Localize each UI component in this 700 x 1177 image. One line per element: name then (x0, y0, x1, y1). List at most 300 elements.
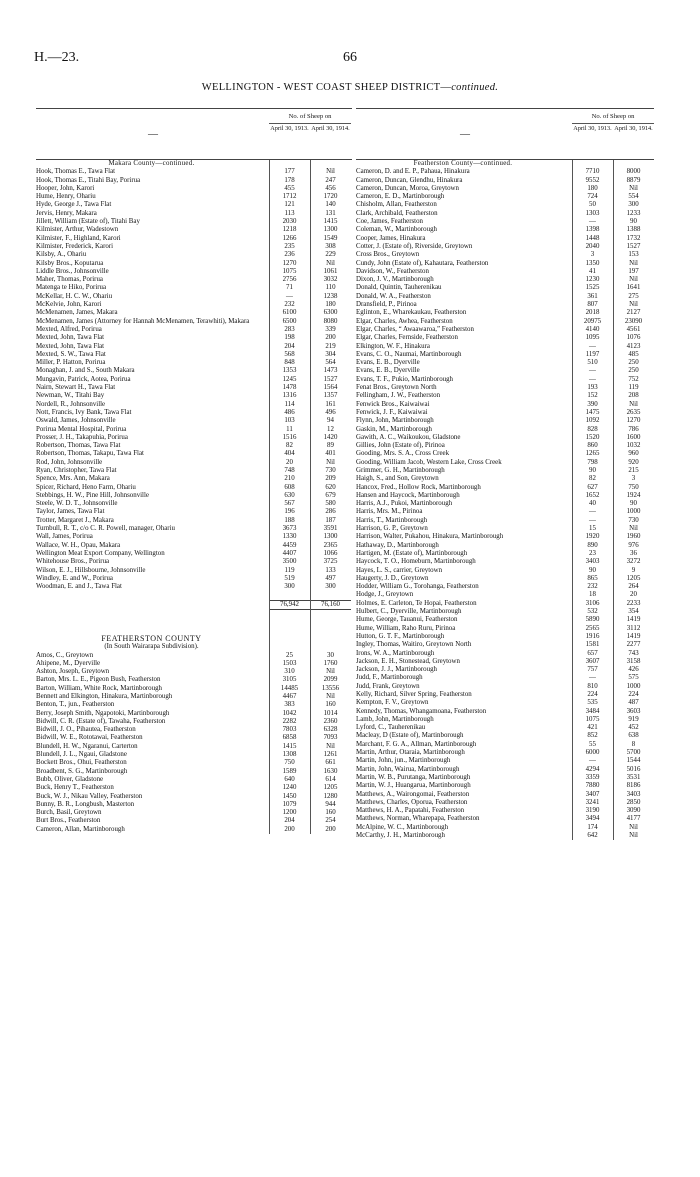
owner-name: Hooper, John, Karori (36, 184, 95, 192)
owner-name: Robertson, Thomas, Takapu, Tawa Flat (36, 450, 144, 458)
table-row (356, 525, 654, 533)
owner-name: Bunny, B. R., Longbush, Masterton (36, 800, 135, 808)
sheep-1913-cell: 852 (587, 732, 598, 740)
sheep-1914-cell: 208 (628, 392, 639, 400)
sheep-1914-cell: 3403 (626, 790, 641, 798)
owner-name: Hyde, George J., Tawa Flat (36, 201, 112, 209)
owner-name: Eglinton, E., Wharekaukau, Featherston (356, 309, 467, 317)
sheep-1913-cell: 1200 (282, 809, 297, 817)
table-row (356, 591, 654, 599)
table-row (36, 768, 352, 776)
sheep-1913-cell: 865 (587, 574, 598, 582)
sheep-1913-cell: 6858 (282, 734, 297, 742)
sheep-1914-cell: 1549 (323, 234, 338, 242)
sheep-1914-cell: Nil (629, 832, 638, 840)
owner-name: Judd, F., Martinborough (356, 674, 423, 682)
sheep-1914-cell: 119 (628, 384, 639, 392)
sheep-1914-cell: 3 (631, 475, 636, 483)
owner-name: Hume, Henry, Ohariu (36, 193, 96, 201)
spacer (36, 591, 352, 599)
owner-name: Hathaway, D., Martinborough (356, 541, 439, 549)
sheep-1913-cell: 15 (589, 525, 596, 533)
owner-name: Burch, Basil, Greytown (36, 809, 102, 817)
sheep-1913-cell: 121 (284, 201, 295, 209)
sheep-1913-cell: 3190 (585, 807, 600, 815)
sheep-1913-cell: 3105 (282, 676, 297, 684)
owner-name: Nordell, R., Johnsonville (36, 400, 106, 408)
table-row (356, 401, 654, 409)
sheep-1913-cell: 14485 (280, 684, 299, 692)
owner-name: Cooper, James, Hinakura (356, 234, 426, 242)
sheep-1914-cell: 1564 (323, 384, 338, 392)
table-row (36, 710, 352, 718)
table-row (36, 660, 352, 668)
sheep-1913-cell: 41 (589, 267, 596, 275)
sheep-1914-cell: 161 (325, 400, 336, 408)
table-row (36, 301, 352, 309)
owner-name: Harrison, Walter, Pukahou, Hinakura, Martinborough (356, 533, 504, 541)
sheep-1914-cell: 3272 (626, 558, 641, 566)
sheep-1914-cell: 496 (325, 408, 336, 416)
sheep-1913-cell: 1503 (282, 659, 297, 667)
sheep-1913-cell: 6000 (585, 749, 600, 757)
sheep-1913-cell: 82 (286, 442, 293, 450)
section-heading (36, 160, 352, 168)
owner-name: Prosser, J. H., Takapuhia, Porirua (36, 433, 128, 441)
owner-name: Evans, E. B., Dyerville (356, 367, 420, 375)
sheep-1913-cell: 50 (589, 201, 596, 209)
owner-name: Buck, W. J., Nikau Valley, Featherston (36, 792, 143, 800)
section-heading (36, 643, 352, 651)
sheep-1914-cell: 1630 (323, 767, 338, 775)
sheep-1914-cell: 1300 (323, 226, 338, 234)
sheep-1914-cell: 200 (325, 825, 336, 833)
sheep-1913-cell: 174 (587, 823, 598, 831)
table-row (36, 801, 352, 809)
sheep-1914-cell: 1061 (323, 267, 338, 275)
owner-name: Gooding, William Jacob, Western Lake, Cross Creek (356, 458, 502, 466)
sheep-1913-cell: 807 (587, 301, 598, 309)
owner-name: McCarthy, J. H., Martinborough (356, 832, 445, 840)
sheep-1914-cell: 8000 (626, 168, 641, 176)
table-row (36, 226, 352, 234)
sheep-1914-cell: 1066 (323, 549, 338, 557)
owner-name: Robertson, Thomas, Tawa Flat (36, 442, 121, 450)
sheep-1913-cell: 1218 (282, 226, 297, 234)
sheep-1913-cell: 421 (587, 724, 598, 732)
table-row (36, 434, 352, 442)
owner-name: Wall, James, Porirua (36, 533, 93, 541)
table-row (36, 492, 352, 500)
table-row (36, 343, 352, 351)
sheep-1914-cell: 8186 (626, 782, 641, 790)
sheep-1913-cell: 178 (284, 176, 295, 184)
owner-name: Spicer, Richard, Heno Farm, Ohariu (36, 483, 136, 491)
sheep-1914-cell: 36 (630, 549, 637, 557)
sheep-1914-cell: 730 (325, 466, 336, 474)
owner-name: Martin, John, Wairua, Martinborough (356, 765, 460, 773)
owner-name: Harrison, G. P., Greytown (356, 525, 428, 533)
table-row (36, 392, 352, 400)
sheep-1914-cell: 554 (628, 193, 639, 201)
sheep-1913-cell: 4407 (282, 549, 297, 557)
sheep-1913-cell: 1353 (282, 367, 297, 375)
table-row (356, 533, 654, 541)
sheep-1913-cell: — (589, 508, 596, 516)
owner-name: Featherston County—continued. (413, 160, 513, 167)
sheep-1914-cell: 8879 (626, 176, 641, 184)
sheep-1914-cell: 1527 (626, 242, 641, 250)
table-row (36, 583, 352, 591)
owner-name: Irons, W. A., Martinborough (356, 649, 435, 657)
sheep-1914-cell: 1205 (626, 574, 641, 582)
sheep-1913-cell: 455 (284, 184, 295, 192)
sheep-1914-cell: 1000 (626, 682, 641, 690)
page-number: 66 (343, 50, 357, 65)
table-row (36, 409, 352, 417)
owner-name: Rod, John, Johnsonville (36, 458, 103, 466)
owner-name: Liddle Bros., Johnsonville (36, 267, 109, 275)
sheep-1913-cell: 1450 (282, 792, 297, 800)
table-row (36, 251, 352, 259)
owner-name: Oswald, James, Johnsonville (36, 417, 116, 425)
table-row (36, 459, 352, 467)
sheep-1914-cell: 110 (325, 284, 336, 292)
owner-name: Judd, Frank, Greytown (356, 682, 420, 690)
sheep-1913-cell: — (589, 516, 596, 524)
table-row (356, 343, 654, 351)
left-table-header (36, 108, 352, 160)
owner-name: Lyford, C., Tauherenikau (356, 724, 426, 732)
owner-name: Buck, Henry T., Featherston (36, 784, 114, 792)
owner-name: Fenwick, J. F., Kaiwaiwai (356, 408, 428, 416)
owner-name: Elgar, Charles, Fernside, Featherston (356, 334, 458, 342)
sheep-1914-cell: 200 (325, 334, 336, 342)
sheep-1913-cell: 235 (284, 242, 295, 250)
sheep-1913-cell: 1520 (585, 433, 600, 441)
sheep-1914-cell: 1960 (626, 533, 641, 541)
owner-name: Steele, W. D. T., Johnsonville (36, 500, 118, 508)
table-row (356, 467, 654, 475)
owner-name: Evans, E. B., Dyerville (356, 359, 420, 367)
table-row (356, 168, 654, 176)
sheep-1913-cell: 1589 (282, 767, 297, 775)
sheep-1914-cell: 23090 (624, 317, 643, 325)
sheep-1914-cell: 2365 (323, 541, 338, 549)
table-row (36, 475, 352, 483)
table-row (36, 185, 352, 193)
table-row (36, 450, 352, 458)
sheep-1913-cell: — (589, 367, 596, 375)
sheep-1914-cell: 4123 (626, 342, 641, 350)
owner-name: Newman, W., Titahi Bay (36, 392, 105, 400)
table-row (356, 284, 654, 292)
table-row (36, 575, 352, 583)
owner-name: Mexted, Alfred, Porirua (36, 325, 102, 333)
owner-name: Wilson, E. J., Hillsbourne, Johnsonville (36, 566, 146, 574)
sheep-1914-cell: 485 (628, 350, 639, 358)
owner-name: Blundell, J. L., Ngaui, Gladstone (36, 751, 127, 759)
owner-name: Taylor, James, Tawa Flat (36, 508, 105, 516)
table-row (356, 484, 654, 492)
sheep-1914-cell: 219 (325, 342, 336, 350)
table-row (36, 426, 352, 434)
table-row (36, 550, 352, 558)
table-row (36, 517, 352, 525)
table-row (36, 193, 352, 201)
owner-name: Cameron, D. and E. P., Pahaua, Hinakura (356, 168, 470, 176)
owner-name: Coe, James, Featherston (356, 218, 423, 226)
sheep-1914-cell: 1924 (626, 491, 641, 499)
sheep-1914-cell: 1388 (626, 226, 641, 234)
table-row (356, 376, 654, 384)
sheep-1913-cell: 1095 (585, 334, 600, 342)
owner-name: Chisholm, Allan, Featherston (356, 201, 437, 209)
sheep-1913-cell: 2018 (585, 309, 600, 317)
table-row (356, 218, 654, 226)
table-row (36, 401, 352, 409)
table-row (356, 716, 654, 724)
sheep-1914-cell: Nil (629, 525, 638, 533)
owner-name: Bennett and Elkington, Hinakura, Martinborough (36, 693, 173, 700)
owner-name: Matthews, A., Wairongomai, Featherston (356, 790, 470, 798)
owner-name: (In South Wairarapa Subdivision). (104, 643, 199, 651)
sheep-1913-cell: 1581 (585, 641, 600, 649)
owner-name: Haigh, S., and Son, Greytown (356, 475, 439, 483)
sheep-1914-cell: 30 (327, 651, 334, 659)
sheep-1913-cell: 608 (284, 483, 295, 491)
table-row (356, 807, 654, 815)
sheep-1914-cell: 1419 (626, 616, 641, 624)
sheep-1913-cell: 1230 (585, 276, 600, 284)
owner-name: FEATHERSTON COUNTY (101, 633, 202, 643)
sheep-1913-cell: 383 (284, 701, 295, 709)
sheep-1914-cell: 1233 (626, 209, 641, 217)
sheep-1914-cell: 9 (631, 566, 636, 574)
owner-name: Trotter, Margaret J., Makara (36, 516, 114, 524)
table-row (36, 701, 352, 709)
sheep-1913-cell: 3403 (585, 558, 600, 566)
table-row (356, 334, 654, 342)
sheep-1914-cell: 187 (325, 516, 336, 524)
sheep-1913-cell: 890 (587, 541, 598, 549)
sheep-1914-cell: 1261 (323, 751, 338, 759)
owner-name: Kilsby, A., Ohariu (36, 251, 87, 259)
table-row (36, 177, 352, 185)
owner-name: Hume, William, Raho Ruru, Pirinoa (356, 624, 456, 632)
total-row (36, 600, 352, 610)
sheep-1914-cell: 661 (325, 759, 336, 767)
sheep-1914-cell: 1280 (323, 792, 338, 800)
table-row (36, 652, 352, 660)
sheep-1913-cell: 196 (284, 508, 295, 516)
sheep-1914-cell: 339 (325, 325, 336, 333)
sheep-1913-cell: 236 (284, 251, 295, 259)
table-row (356, 674, 654, 682)
table-row (356, 749, 654, 757)
owner-name: Donald, Quintin, Tauherenikau (356, 284, 442, 292)
sheep-1914-cell: 304 (325, 350, 336, 358)
sheep-1913-cell: 848 (284, 359, 295, 367)
owner-name: Kelly, Richard, Silver Spring, Featherston (356, 691, 472, 698)
owner-name: Elgar, Charles, “ Awaawaroa,” Featherston (356, 325, 474, 333)
table-row (356, 193, 654, 201)
table-row (356, 326, 654, 334)
sheep-1913-cell: 210 (284, 475, 295, 483)
owner-name: Matthews, H. A., Papatahi, Featherston (356, 807, 465, 815)
sheep-1913-cell: 18 (589, 591, 596, 599)
owner-name: Martin, Arthur, Otaraia, Martinborough (356, 749, 465, 757)
sheep-1913-cell: 860 (587, 442, 598, 450)
right-rows (356, 160, 654, 840)
sheep-1914-cell: 2360 (323, 717, 338, 725)
table-row (36, 693, 352, 701)
owner-name: Ryan, Christopher, Tawa Flat (36, 466, 117, 474)
table-row (36, 759, 352, 767)
sheep-1913-cell: 76,942 (269, 600, 310, 610)
table-row (36, 367, 352, 375)
owner-name: Ahipene, M., Dyerville (36, 659, 101, 667)
sheep-1914-cell: 224 (628, 691, 639, 698)
owner-name: Grimmer, G. H., Martinborough (356, 466, 445, 474)
owner-name: Martin, W. B., Purutanga, Martinborough (356, 773, 471, 781)
owner-name: Gillies, John (Estate of), Pirinoa (356, 442, 445, 450)
owner-name: Hancox, Fred., Hollow Rock, Martinborough (356, 483, 481, 491)
sheep-1913-cell: 361 (587, 292, 598, 300)
owner-name: Jervis, Henry, Makara (36, 209, 97, 217)
owner-name: Hodge, J., Greytown (356, 591, 414, 599)
sheep-1913-cell: 3 (590, 251, 595, 259)
table-row (356, 367, 654, 375)
sheep-1913-cell: 1266 (282, 234, 297, 242)
sheep-1913-cell: 4294 (585, 765, 600, 773)
sheep-1913-cell: 1308 (282, 751, 297, 759)
sheep-1913-cell: 2565 (585, 624, 600, 632)
owner-name: Hayes, L. S., carrier, Greytown (356, 566, 443, 574)
sheep-1914-cell: 250 (628, 367, 639, 375)
sheep-1914-cell: 5700 (626, 749, 641, 757)
owner-name: Makara County—continued. (108, 160, 195, 167)
sheep-1914-cell: 1720 (323, 193, 338, 201)
table-row (36, 318, 352, 326)
sheep-1913-cell: 180 (587, 184, 598, 192)
sheep-1914-cell: 300 (325, 583, 336, 591)
owner-name: Whitehouse Bros., Porirua (36, 558, 110, 566)
right-table-header (356, 108, 654, 160)
sheep-1913-cell: — (589, 375, 596, 383)
sheep-1914-cell: 401 (325, 450, 336, 458)
table-row (356, 442, 654, 450)
owner-name: Matthews, Charles, Oporua, Featherston (356, 798, 468, 806)
owner-name: Miller, P. Hatton, Porirua (36, 359, 106, 367)
sheep-1914-cell: 2850 (626, 798, 641, 806)
sheep-1914-cell: 160 (325, 809, 336, 817)
sheep-1914-cell: 215 (628, 466, 639, 474)
table-row (356, 351, 654, 359)
table-row (36, 467, 352, 475)
sheep-1913-cell: — (589, 218, 596, 226)
sheep-1914-cell: 6300 (323, 309, 338, 317)
sheep-1914-cell: 638 (628, 732, 639, 740)
owner-name: Marchant, F. G. A., Allman, Martinborough (356, 740, 477, 748)
sheep-1913-cell: — (589, 757, 596, 765)
sheep-1913-cell: 232 (284, 301, 295, 309)
sheep-1913-cell: 119 (284, 566, 295, 574)
sheep-1914-cell: 131 (325, 209, 336, 217)
name-column-dash: — (148, 129, 158, 140)
sheep-1913-cell: 535 (587, 699, 598, 707)
table-row (356, 177, 654, 185)
sheep-1913-cell: 2282 (282, 717, 297, 725)
table-row (356, 782, 654, 790)
table-row (356, 691, 654, 699)
table-row (36, 276, 352, 284)
sheep-1914-cell: 2099 (323, 676, 338, 684)
sheep-1913-cell: 568 (284, 350, 295, 358)
sheep-1913-cell: 1516 (282, 433, 297, 441)
table-row (356, 309, 654, 317)
sheep-1914-cell: 354 (628, 608, 639, 616)
sheep-1914-cell: 1270 (626, 417, 641, 425)
table-row (356, 475, 654, 483)
sheep-1913-cell: 25 (286, 651, 293, 659)
table-row (36, 284, 352, 292)
table-row (36, 417, 352, 425)
sheep-1914-cell: Nil (629, 400, 638, 408)
owner-name: Harris, A.J., Pukoi, Martinborough (356, 500, 453, 508)
sheep-1913-cell: 7803 (282, 726, 297, 734)
owner-name: Spence, Mrs. Ann, Makara (36, 475, 110, 483)
table-row (36, 168, 352, 176)
sheep-1914-cell: 229 (325, 251, 336, 259)
table-row (36, 542, 352, 550)
table-row (36, 668, 352, 676)
sheep-1913-cell: 510 (587, 359, 598, 367)
sheep-1913-cell: 71 (286, 284, 293, 292)
owner-name: Hume, George, Tauanui, Featherston (356, 616, 458, 624)
sheep-1914-cell: 1415 (323, 218, 338, 226)
sheep-1913-cell: 3407 (585, 790, 600, 798)
title-continued: continued. (451, 82, 499, 93)
sheep-1914-cell: 153 (628, 251, 639, 259)
owner-name: Monaghan, J. and S., South Makara (36, 367, 135, 375)
owner-name: Clark, Archibald, Featherston (356, 209, 438, 217)
sheep-1914-cell: 254 (325, 817, 336, 825)
owner-name: Kennedy, Thomas, Whangamoana, Featherston (356, 707, 487, 715)
owner-name: Barton, William, White Rock, Martinborough (36, 684, 162, 692)
sheep-1913-cell: 640 (284, 775, 295, 783)
sheep-1913-cell: 55 (589, 740, 596, 748)
table-row (36, 500, 352, 508)
sheep-1914-cell: 90 (630, 218, 637, 226)
table-row (356, 633, 654, 641)
table-row (36, 359, 352, 367)
sheep-1914-cell: 300 (628, 201, 639, 209)
table-row (356, 517, 654, 525)
sheep-1913-cell: 757 (587, 666, 598, 674)
table-row (356, 832, 654, 840)
table-row (36, 210, 352, 218)
table-row (356, 185, 654, 193)
owner-name: Fenat Bros., Greytown North (356, 384, 437, 392)
right-column (356, 108, 654, 840)
sheep-1914-cell: 743 (628, 649, 639, 657)
sheep-1913-cell: 3494 (585, 815, 600, 823)
sheep-1914-cell: 679 (325, 491, 336, 499)
sheep-1913-cell: 40 (589, 500, 596, 508)
owner-name: Cotter, J. (Estate of), Riverside, Greytown (356, 242, 473, 250)
sheep-1914-cell: 209 (325, 475, 336, 483)
